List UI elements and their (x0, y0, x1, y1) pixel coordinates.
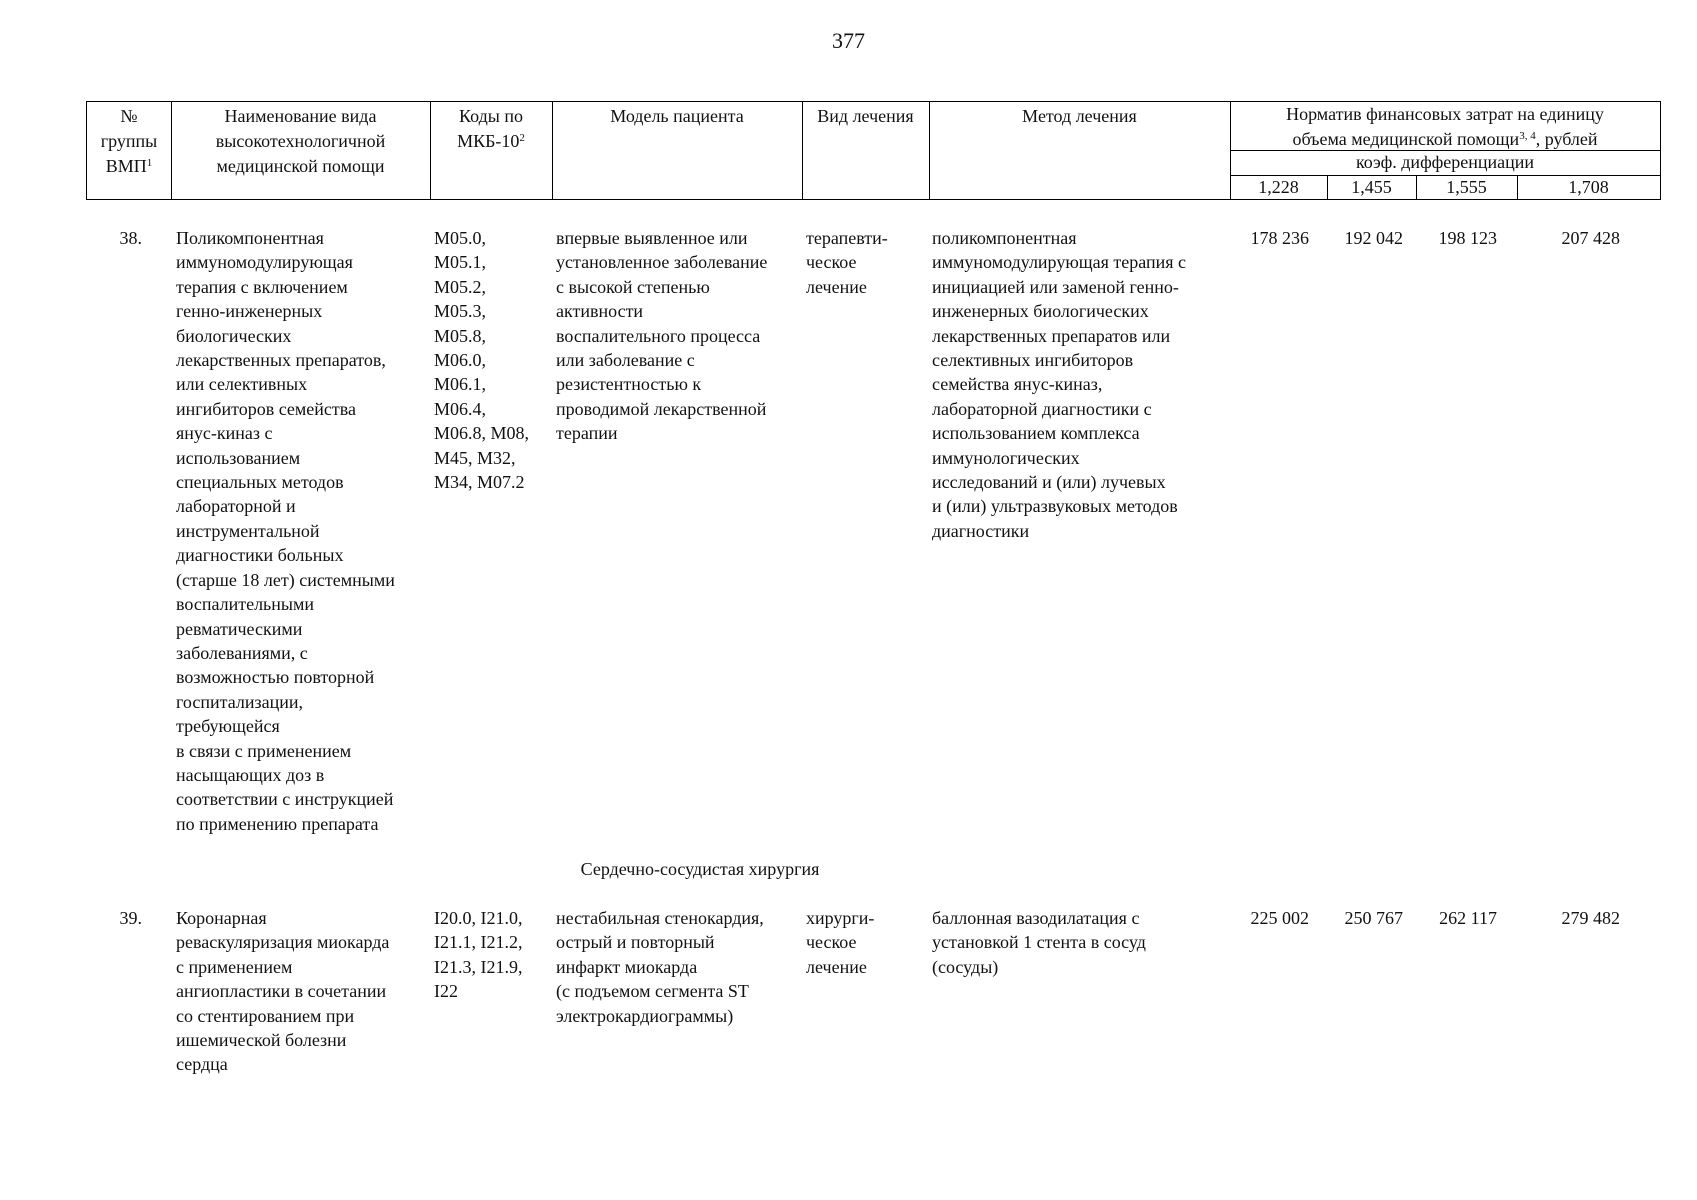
row-codes: I20.0, I21.0, I21.1, I21.2, I21.3, I21.9, I22 (434, 908, 523, 1002)
header-coefficient: 1,455 (1351, 177, 1392, 197)
page-number: 377 (832, 28, 865, 53)
header-treatment-type: Вид лечения (817, 106, 914, 126)
header-coefficient: 1,708 (1568, 177, 1609, 197)
row-treatment-type: хирурги- ческое лечение (806, 908, 875, 977)
section-title: Сердечно-сосудистая хирургия (580, 859, 820, 879)
table-header (86, 101, 1661, 200)
row-cost: 198 123 (1438, 228, 1497, 248)
header-coefficient: 1,228 (1258, 177, 1299, 197)
row-name: Коронарная реваскуляризация миокарда с применением ангиопластики в сочетании со стентированием при ишемической болезни сердца (176, 908, 390, 1075)
row-cost: 178 236 (1250, 228, 1309, 248)
header-cost-norm: Норматив финансовых затрат на единицу объема медицинской помощи$^{3, 4}$, рублей (1286, 104, 1604, 149)
row-number: 38. (119, 228, 142, 248)
header-coefficient-label: коэф. дифференциации (1355, 152, 1535, 172)
row-cost: 279 482 (1561, 908, 1620, 928)
row-patient-model: нестабильная стенокардия, острый и повторный инфаркт миокарда (с подъемом сегмента ST электрокардиограммы) (556, 908, 764, 1026)
header-name: Наименование вида высокотехнологичной медицинской помощи (215, 106, 386, 176)
row-name: Поликомпонентная иммуномодулирующая терапия с включением генно-инженерных биологических лекарственных препаратов, или селективных ингибиторов семейства янус-киназ с использованием специальных методов лабораторной и инструментальной диагностики больных (старше 18 лет) системными воспалительными ревматическими заболеваниями, с возможностью повторной госпитализации, требующейся в связи с применением насыщающих доз в соответствии с инструкцией по применению препарата (176, 228, 395, 834)
row-treatment-method: поликомпонентная иммуномодулирующая терапия с инициацией или заменой генно- инженерных биологических лекарственных препаратов или селективных ингибиторов семейства янус-киназ, лабораторной диагностики с использованием комплекса иммунологических исследований и (или) лучевых и (или) ультразвуковых методов диагностики (932, 228, 1187, 541)
row-treatment-method: баллонная вазодилатация с установкой 1 стента в сосуд (сосуды) (932, 908, 1146, 977)
row-cost: 192 042 (1344, 228, 1403, 248)
row-cost: 262 117 (1439, 908, 1497, 928)
header-patient-model: Модель пациента (610, 106, 744, 126)
row-treatment-type: терапевти- ческое лечение (806, 228, 888, 297)
row-cost: 207 428 (1561, 228, 1620, 248)
header-treatment-method: Метод лечения (1022, 106, 1137, 126)
header-group-number: № группы ВМП$^1$ (100, 106, 158, 176)
row-cost: 250 767 (1344, 908, 1403, 928)
row-cost: 225 002 (1250, 908, 1309, 928)
header-codes: Коды по МКБ-$10^2$ (457, 106, 525, 151)
row-patient-model: впервые выявленное или установленное заболевание с высокой степенью активности воспалительного процесса или заболевание с резистентностью к проводимой лекарственной терапии (556, 228, 768, 444)
header-coefficient: 1,555 (1446, 177, 1487, 197)
row-number: 39. (119, 908, 142, 928)
row-codes: M05.0, M05.1, M05.2, M05.3, M05.8, M06.0, M06.1, M06.4, M06.8, M08, M45, M32, M34, M07.2 (434, 228, 530, 493)
